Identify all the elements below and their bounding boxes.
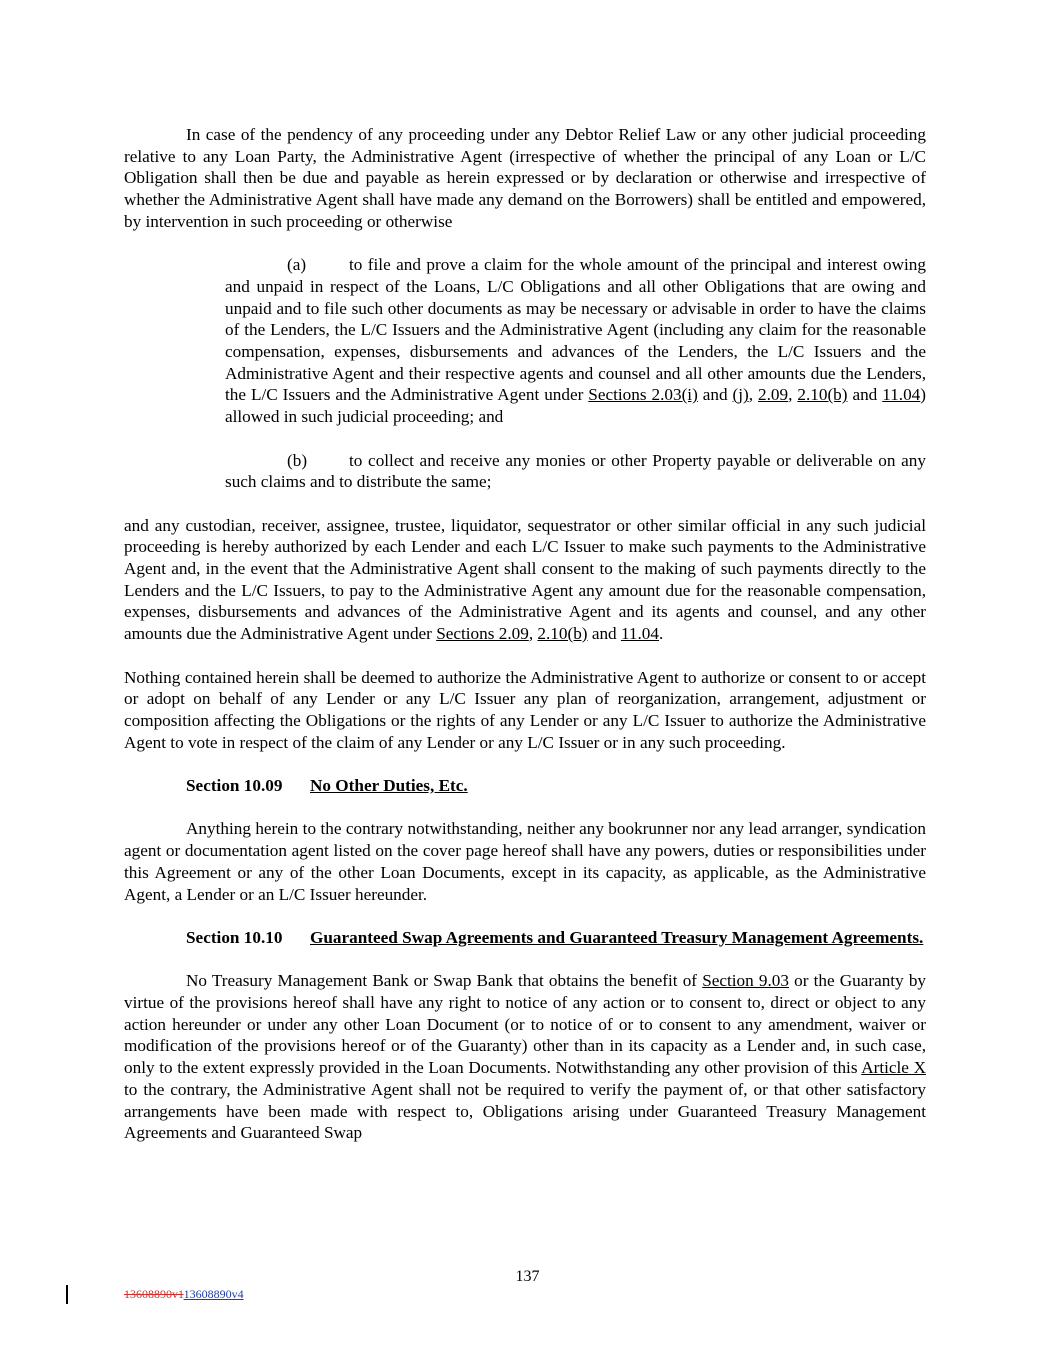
clause-a-label: (a) [287, 255, 307, 275]
clause-a-text: to file and prove a claim for the whole amount of the principal and interest owing and unpaid in respect of the Loans, L/C Obligations and all other Obligations that are owing and unpaid and to file such other documents as may be necessary or advisable in order to have the claims of the Lenders, the L/C Issuers and the Administrative Agent (including any claim for the reasonable compensation, expenses, disbursements and advances of the Lenders, the L/C Issuers and the Administrative Agent and their respective agents and counsel and all other amounts due the Lenders, the L/C Issuers and the Administrative Agent under [225, 255, 926, 405]
ref-article-x: Article X [861, 1058, 926, 1078]
page-number: 137 [515, 1268, 540, 1285]
ref-section-9-03: Section 9.03 [702, 971, 789, 991]
section-number: Section 10.09 [186, 776, 283, 796]
text-comma: , [748, 385, 759, 405]
paragraph-treasury-text-1: No Treasury Management Bank or Swap Bank that obtains the benefit of [186, 971, 703, 991]
ref-11-04-second: 11.04 [620, 624, 659, 644]
docid-inserted: 13608890v4 [183, 1287, 244, 1301]
docid-deleted: 13608890v1 [124, 1287, 184, 1301]
ref-2-10b: 2.10(b) [797, 385, 848, 405]
text-comma: , [528, 624, 538, 644]
section-10-10-heading [124, 927, 926, 949]
section-title: No Other Duties, Etc. [310, 776, 468, 796]
text-and: and [587, 624, 621, 644]
paragraph-custodian-text: and any custodian, receiver, assignee, trustee, liquidator, sequestrator or other similar official in any such judicial proceeding is hereby authorized by each Lender and each L/C Issuer to make such payments to the Administrative Agent and, in the event that the Administrative Agent shall consent to the making of such payments directly to the Lenders and the L/C Issuers, to pay to the Administrative Agent any amount due for the reasonable compensation, expenses, disbursements and advances of the Administrative Agent and its agents and counsel, and any other amounts due the Administrative Agent under [124, 515, 926, 644]
paragraph-nothing-contained: Nothing contained herein shall be deemed to authorize the Administrative Agent to authorize or consent to or accept or adopt on behalf of any Lender or any L/C Issuer any plan of reorganization, arrangement, adjustment or composition affecting the Obligations or the rights of any Lender or any L/C Issuer to authorize the Administrative Agent to vote in respect of the claim of any Lender or any L/C Issuer or in any such proceeding. [124, 667, 926, 752]
text-comma: , [788, 385, 798, 405]
clause-b-text: to collect and receive any monies or other Property payable or deliverable on any such claims and to distribute the same; [225, 450, 926, 492]
document-id [124, 1287, 244, 1302]
ref-j: (j) [732, 385, 749, 405]
section-number: Section 10.10 [186, 927, 283, 947]
paragraph-custodian [124, 515, 926, 645]
ref-2-10b-second: 2.10(b) [537, 624, 588, 644]
clause-b-label: (b) [287, 450, 308, 470]
paragraph-no-other-duties: Anything herein to the contrary notwithstanding, neither any bookrunner nor any lead arranger, syndication agent or documentation agent listed on the cover page hereof shall have any powers, duties or responsibilities under this Agreement or any of the other Loan Documents, except in its capacity, as applicable, as the Administrative Agent, a Lender or an L/C Issuer hereunder. [124, 819, 926, 904]
text-and: and [847, 385, 883, 405]
text-and: and [697, 385, 733, 405]
clause-a-end: ) allowed in such judicial proceeding; and [225, 385, 927, 427]
section-10-09-heading [124, 775, 926, 797]
change-bar [66, 1285, 68, 1304]
paragraph-treasury-management [124, 970, 926, 1144]
ref-sections-2-03i: Sections 2.03(i) [588, 385, 698, 405]
paragraph-pendency: In case of the pendency of any proceeding under any Debtor Relief Law or any other judicial proceeding relative to any Loan Party, the Administrative Agent (irrespective of whether the principal of any Loan or L/C Obligation shall then be due and payable as herein expressed or by declaration or otherwise and irrespective of whether the Administrative Agent shall have made any demand on the Borrowers) shall be entitled and empowered, by intervention in such proceeding or otherwise [124, 125, 926, 231]
ref-2-09: 2.09 [758, 385, 789, 405]
section-title: Guaranteed Swap Agreements and Guaranteed Treasury Management Agreements. [310, 927, 924, 947]
ref-sections-2-09: Sections 2.09 [436, 624, 529, 644]
ref-11-04: 11.04 [882, 385, 921, 405]
text-period: . [659, 624, 664, 644]
paragraph-treasury-text-2: or the Guaranty by virtue of the provisions hereof shall have any right to notice of any action or to consent to, direct or object to any action hereunder or under any other Loan Document (or to notice of or to consent to any amendment, waiver or modification of the provisions hereof or of the Guaranty) other than in its capacity as a Lender and, in such case, only to the extent expressly provided in the Loan Documents. Notwithstanding any other provision of this [124, 971, 927, 1078]
paragraph-treasury-text-3: to the contrary, the Administrative Agent shall not be required to verify the payment of, or that other satisfactory arrangements have been made with respect to, Obligations arising under Guaranteed Treasury Management Agreements and Guaranteed Swap [124, 1079, 926, 1143]
clause-a [225, 254, 926, 428]
document-page [124, 124, 926, 1144]
clause-b [225, 450, 926, 493]
